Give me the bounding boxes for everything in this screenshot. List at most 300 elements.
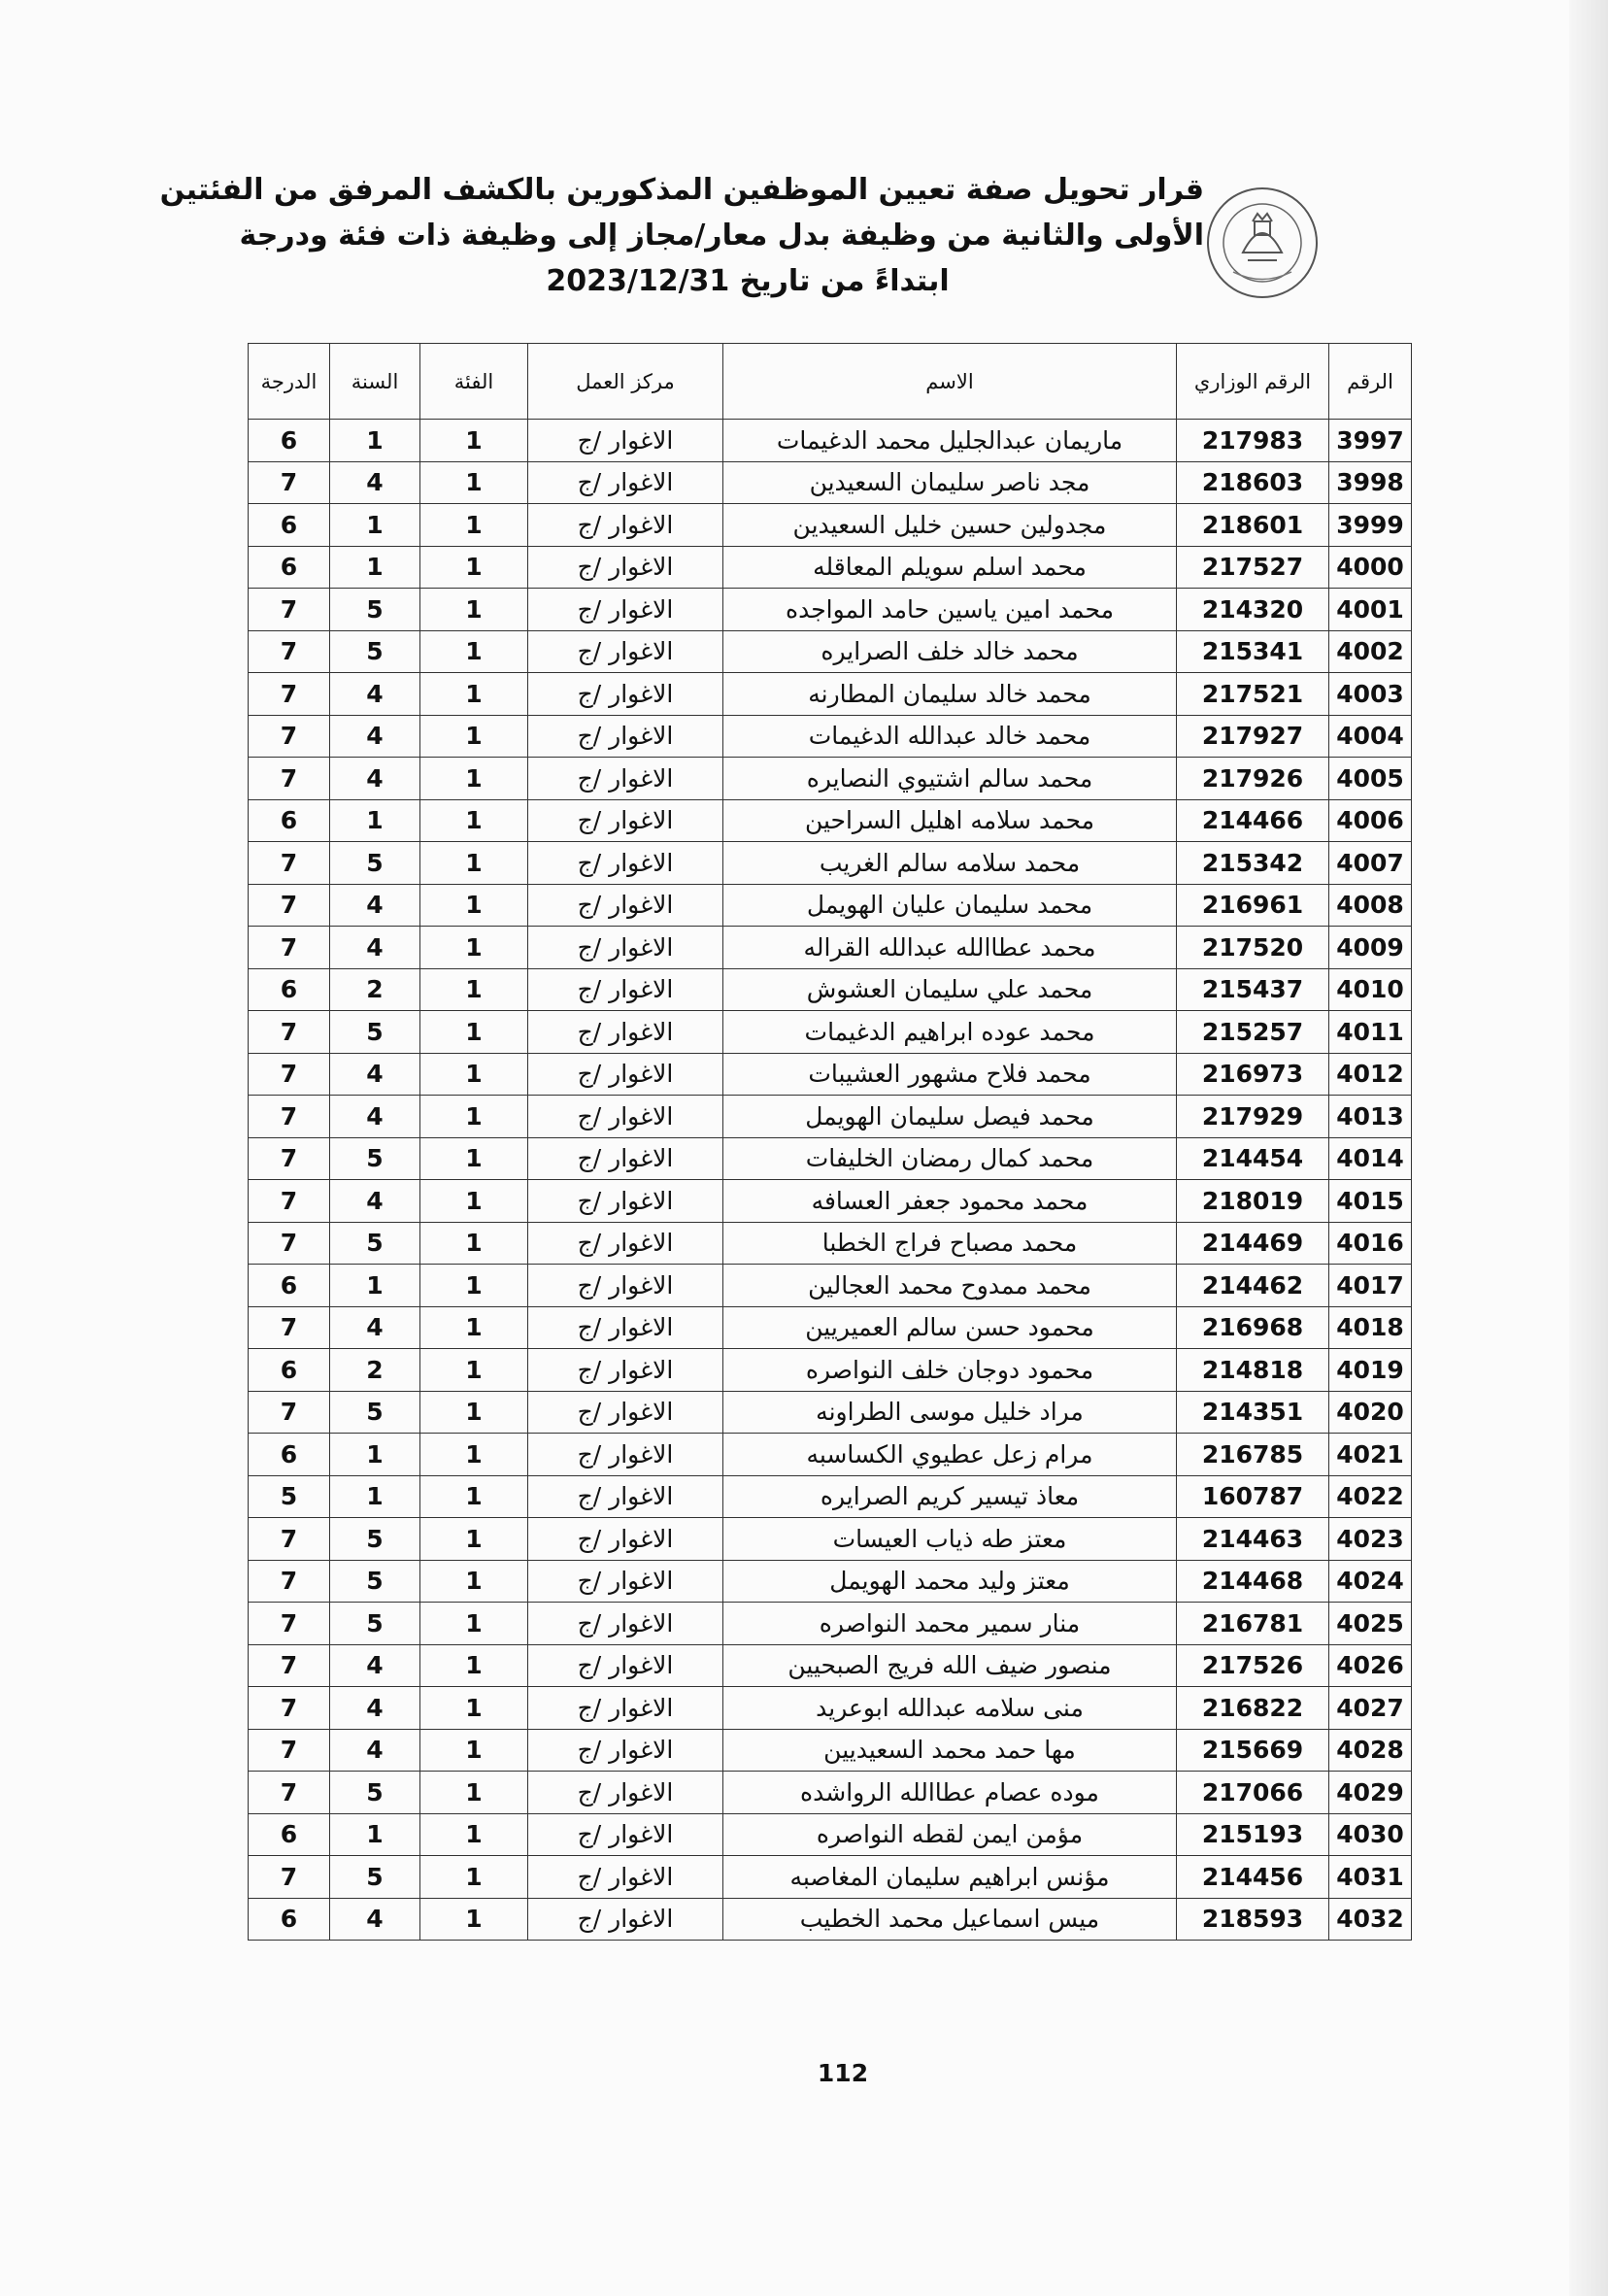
employee-name-cell: معتز وليد محمد الهويمل: [723, 1560, 1177, 1603]
employee-name-cell: منصور ضيف الله فريج الصبحيين: [723, 1644, 1177, 1687]
year-cell: 4: [330, 1687, 420, 1730]
employee-name-cell: محمود حسن سالم العميريين: [723, 1306, 1177, 1349]
employee-name-cell: مؤنس ابراهيم سليمان المغاصبه: [723, 1856, 1177, 1899]
year-cell: 4: [330, 1053, 420, 1096]
row-number-cell: 4028: [1329, 1729, 1412, 1772]
ministry-number-cell: 217983: [1177, 420, 1329, 462]
row-number-cell: 4032: [1329, 1898, 1412, 1941]
year-cell: 4: [330, 1306, 420, 1349]
grade-cell: 5: [249, 1475, 330, 1518]
table-row: [249, 420, 1412, 462]
grade-cell: 7: [249, 1137, 330, 1180]
category-cell: 1: [420, 1349, 528, 1392]
work-center-cell: الاغوار /ج: [528, 715, 723, 758]
row-number-cell: 4030: [1329, 1813, 1412, 1856]
work-center-cell: الاغوار /ج: [528, 673, 723, 716]
ministry-number-cell: 215257: [1177, 1011, 1329, 1054]
year-cell: 4: [330, 673, 420, 716]
category-cell: 1: [420, 1180, 528, 1223]
employee-name-cell: ميس اسماعيل محمد الخطيب: [723, 1898, 1177, 1941]
category-cell: 1: [420, 420, 528, 462]
category-cell: 1: [420, 842, 528, 885]
ministry-number-cell: 216961: [1177, 884, 1329, 927]
employee-name-cell: محمد امين ياسين حامد المواجده: [723, 589, 1177, 631]
work-center-cell: الاغوار /ج: [528, 1222, 723, 1265]
category-cell: 1: [420, 1687, 528, 1730]
table-row: [249, 715, 1412, 758]
grade-cell: 6: [249, 504, 330, 547]
employee-name-cell: مجدولين حسين خليل السعيدين: [723, 504, 1177, 547]
grade-cell: 6: [249, 1434, 330, 1476]
ministry-number-cell: 214468: [1177, 1560, 1329, 1603]
work-center-cell: الاغوار /ج: [528, 546, 723, 589]
grade-cell: 7: [249, 1011, 330, 1054]
table-row: [249, 1349, 1412, 1392]
row-number-cell: 4027: [1329, 1687, 1412, 1730]
year-cell: 4: [330, 1644, 420, 1687]
category-cell: 1: [420, 1560, 528, 1603]
row-number-cell: 4012: [1329, 1053, 1412, 1096]
ministry-number-cell: 216968: [1177, 1306, 1329, 1349]
grade-cell: 7: [249, 1180, 330, 1223]
work-center-cell: الاغوار /ج: [528, 1687, 723, 1730]
ministry-number-cell: 218593: [1177, 1898, 1329, 1941]
table-row: [249, 1306, 1412, 1349]
page-number: 112: [817, 2059, 869, 2087]
ministry-number-cell: 215341: [1177, 630, 1329, 673]
employee-name-cell: محمد خالد سليمان المطارنه: [723, 673, 1177, 716]
employee-name-cell: مرام زعل عطيوي الكساسبه: [723, 1434, 1177, 1476]
employee-name-cell: محمد سليمان عليان الهويمل: [723, 884, 1177, 927]
ministry-number-cell: 215669: [1177, 1729, 1329, 1772]
table-header-row: [249, 344, 1412, 420]
category-cell: 1: [420, 1729, 528, 1772]
table-row: [249, 1856, 1412, 1899]
table-row: [249, 1222, 1412, 1265]
work-center-cell: الاغوار /ج: [528, 504, 723, 547]
ministry-number-cell: 160787: [1177, 1475, 1329, 1518]
category-cell: 1: [420, 504, 528, 547]
table-row: [249, 1687, 1412, 1730]
work-center-cell: الاغوار /ج: [528, 1053, 723, 1096]
employee-name-cell: محمد مصباح فراج الخطبا: [723, 1222, 1177, 1265]
work-center-cell: الاغوار /ج: [528, 968, 723, 1011]
row-number-cell: 4020: [1329, 1391, 1412, 1434]
ministry-number-cell: 217926: [1177, 758, 1329, 800]
year-cell: 2: [330, 1349, 420, 1392]
row-number-cell: 4005: [1329, 758, 1412, 800]
grade-cell: 7: [249, 673, 330, 716]
grade-cell: 6: [249, 968, 330, 1011]
grade-cell: 7: [249, 1687, 330, 1730]
ministry-number-cell: 214463: [1177, 1518, 1329, 1561]
employee-name-cell: محمد سلامه سالم الغريب: [723, 842, 1177, 885]
employee-name-cell: منار سمير محمد النواصره: [723, 1603, 1177, 1645]
category-cell: 1: [420, 1096, 528, 1138]
grade-cell: 6: [249, 1349, 330, 1392]
ministry-number-cell: 216781: [1177, 1603, 1329, 1645]
grade-cell: 7: [249, 1603, 330, 1645]
table-row: [249, 1813, 1412, 1856]
employee-name-cell: محمد كمال رمضان الخليفات: [723, 1137, 1177, 1180]
grade-cell: 6: [249, 420, 330, 462]
work-center-cell: الاغوار /ج: [528, 1137, 723, 1180]
year-cell: 4: [330, 1180, 420, 1223]
ministry-number-cell: 217066: [1177, 1772, 1329, 1814]
employee-name-cell: محمد علي سليمان العشوش: [723, 968, 1177, 1011]
category-cell: 1: [420, 1306, 528, 1349]
work-center-cell: الاغوار /ج: [528, 842, 723, 885]
ministry-number-cell: 216822: [1177, 1687, 1329, 1730]
grade-cell: 7: [249, 1644, 330, 1687]
table-row: [249, 589, 1412, 631]
employee-name-cell: مؤمن ايمن لقطه النواصره: [723, 1813, 1177, 1856]
category-cell: 1: [420, 1265, 528, 1307]
grade-cell: 7: [249, 630, 330, 673]
ministry-number-cell: 218603: [1177, 461, 1329, 504]
year-cell: 5: [330, 1137, 420, 1180]
ministry-number-cell: 214454: [1177, 1137, 1329, 1180]
grade-cell: 7: [249, 1518, 330, 1561]
work-center-cell: الاغوار /ج: [528, 1813, 723, 1856]
year-cell: 5: [330, 1772, 420, 1814]
row-number-cell: 4013: [1329, 1096, 1412, 1138]
ministry-number-cell: 214818: [1177, 1349, 1329, 1392]
category-cell: 1: [420, 1222, 528, 1265]
year-cell: 4: [330, 758, 420, 800]
column-header: الاسم: [723, 344, 1177, 420]
table-row: [249, 504, 1412, 547]
category-cell: 1: [420, 630, 528, 673]
employee-name-cell: منى سلامه عبدالله ابوعريد: [723, 1687, 1177, 1730]
work-center-cell: الاغوار /ج: [528, 799, 723, 842]
year-cell: 4: [330, 1096, 420, 1138]
row-number-cell: 4031: [1329, 1856, 1412, 1899]
grade-cell: 7: [249, 1306, 330, 1349]
year-cell: 4: [330, 927, 420, 969]
column-header: الفئة: [420, 344, 528, 420]
title-line-2: الأولى والثانية من وظيفة بدل معار/مجاز إلى وظيفة ذات فئة ودرجة: [239, 219, 1204, 253]
employee-name-cell: معتز طه ذياب العيسات: [723, 1518, 1177, 1561]
year-cell: 5: [330, 1011, 420, 1054]
table-row: [249, 1053, 1412, 1096]
table-row: [249, 1603, 1412, 1645]
category-cell: 1: [420, 1856, 528, 1899]
year-cell: 1: [330, 1813, 420, 1856]
employee-name-cell: محمد خالد عبدالله الدغيمات: [723, 715, 1177, 758]
category-cell: 1: [420, 546, 528, 589]
work-center-cell: الاغوار /ج: [528, 1729, 723, 1772]
work-center-cell: الاغوار /ج: [528, 1306, 723, 1349]
ministry-number-cell: 217521: [1177, 673, 1329, 716]
category-cell: 1: [420, 589, 528, 631]
year-cell: 4: [330, 1729, 420, 1772]
category-cell: 1: [420, 1053, 528, 1096]
table-row: [249, 1096, 1412, 1138]
work-center-cell: الاغوار /ج: [528, 420, 723, 462]
employee-name-cell: محمد فيصل سليمان الهويمل: [723, 1096, 1177, 1138]
grade-cell: 6: [249, 1898, 330, 1941]
year-cell: 5: [330, 1222, 420, 1265]
work-center-cell: الاغوار /ج: [528, 884, 723, 927]
ministry-number-cell: 214320: [1177, 589, 1329, 631]
grade-cell: 6: [249, 1265, 330, 1307]
row-number-cell: 4001: [1329, 589, 1412, 631]
year-cell: 4: [330, 884, 420, 927]
employee-name-cell: مجد ناصر سليمان السعيدين: [723, 461, 1177, 504]
ministry-number-cell: 214351: [1177, 1391, 1329, 1434]
table-row: [249, 546, 1412, 589]
work-center-cell: الاغوار /ج: [528, 927, 723, 969]
column-header: الدرجة: [249, 344, 330, 420]
category-cell: 1: [420, 1603, 528, 1645]
ministry-number-cell: 214469: [1177, 1222, 1329, 1265]
grade-cell: 7: [249, 758, 330, 800]
table-row: [249, 884, 1412, 927]
column-header: الرقم الوزاري: [1177, 344, 1329, 420]
table-row: [249, 799, 1412, 842]
document-title: [159, 167, 1204, 304]
category-cell: 1: [420, 1898, 528, 1941]
category-cell: 1: [420, 1011, 528, 1054]
table-row: [249, 927, 1412, 969]
year-cell: 1: [330, 504, 420, 547]
category-cell: 1: [420, 1518, 528, 1561]
ministry-number-cell: 214456: [1177, 1856, 1329, 1899]
row-number-cell: 4006: [1329, 799, 1412, 842]
grade-cell: 7: [249, 715, 330, 758]
row-number-cell: 4029: [1329, 1772, 1412, 1814]
category-cell: 1: [420, 799, 528, 842]
category-cell: 1: [420, 673, 528, 716]
table-row: [249, 1180, 1412, 1223]
work-center-cell: الاغوار /ج: [528, 1518, 723, 1561]
row-number-cell: 4007: [1329, 842, 1412, 885]
row-number-cell: 4024: [1329, 1560, 1412, 1603]
work-center-cell: الاغوار /ج: [528, 1772, 723, 1814]
table-row: [249, 1518, 1412, 1561]
row-number-cell: 4004: [1329, 715, 1412, 758]
year-cell: 1: [330, 1434, 420, 1476]
ministry-number-cell: 217929: [1177, 1096, 1329, 1138]
work-center-cell: الاغوار /ج: [528, 1434, 723, 1476]
table-row: [249, 1475, 1412, 1518]
column-header: السنة: [330, 344, 420, 420]
row-number-cell: 4014: [1329, 1137, 1412, 1180]
employee-name-cell: محمد اسلم سويلم المعاقله: [723, 546, 1177, 589]
year-cell: 4: [330, 461, 420, 504]
category-cell: 1: [420, 1772, 528, 1814]
year-cell: 5: [330, 1391, 420, 1434]
category-cell: 1: [420, 968, 528, 1011]
grade-cell: 7: [249, 1560, 330, 1603]
year-cell: 5: [330, 1518, 420, 1561]
year-cell: 2: [330, 968, 420, 1011]
grade-cell: 7: [249, 927, 330, 969]
category-cell: 1: [420, 758, 528, 800]
row-number-cell: 4011: [1329, 1011, 1412, 1054]
table-row: [249, 968, 1412, 1011]
category-cell: 1: [420, 461, 528, 504]
ministry-number-cell: 214462: [1177, 1265, 1329, 1307]
row-number-cell: 3998: [1329, 461, 1412, 504]
work-center-cell: الاغوار /ج: [528, 1011, 723, 1054]
grade-cell: 6: [249, 1813, 330, 1856]
column-header: الرقم: [1329, 344, 1412, 420]
ministry-emblem-icon: [1204, 185, 1321, 301]
row-number-cell: 4016: [1329, 1222, 1412, 1265]
employee-name-cell: محمد فلاح مشهور العشيبات: [723, 1053, 1177, 1096]
work-center-cell: الاغوار /ج: [528, 1856, 723, 1899]
category-cell: 1: [420, 1391, 528, 1434]
year-cell: 4: [330, 1898, 420, 1941]
employee-name-cell: محمد سالم اشتيوي النصايره: [723, 758, 1177, 800]
column-header: مركز العمل: [528, 344, 723, 420]
employee-name-cell: ماريمان عبدالجليل محمد الدغيمات: [723, 420, 1177, 462]
work-center-cell: الاغوار /ج: [528, 1898, 723, 1941]
employee-name-cell: محمد محمود جعفر العسافه: [723, 1180, 1177, 1223]
grade-cell: 7: [249, 1856, 330, 1899]
work-center-cell: الاغوار /ج: [528, 1560, 723, 1603]
year-cell: 5: [330, 589, 420, 631]
year-cell: 4: [330, 715, 420, 758]
row-number-cell: 4018: [1329, 1306, 1412, 1349]
row-number-cell: 4009: [1329, 927, 1412, 969]
year-cell: 1: [330, 546, 420, 589]
category-cell: 1: [420, 1475, 528, 1518]
table-row: [249, 1644, 1412, 1687]
employee-name-cell: محمد عطاالله عبدالله القراله: [723, 927, 1177, 969]
row-number-cell: 3997: [1329, 420, 1412, 462]
grade-cell: 7: [249, 884, 330, 927]
grade-cell: 6: [249, 799, 330, 842]
year-cell: 1: [330, 1265, 420, 1307]
page-edge-shadow: [1569, 0, 1608, 2296]
ministry-number-cell: 217527: [1177, 546, 1329, 589]
ministry-number-cell: 215437: [1177, 968, 1329, 1011]
table-row: [249, 1011, 1412, 1054]
grade-cell: 7: [249, 1729, 330, 1772]
grade-cell: 7: [249, 1222, 330, 1265]
year-cell: 5: [330, 1560, 420, 1603]
row-number-cell: 4021: [1329, 1434, 1412, 1476]
year-cell: 5: [330, 842, 420, 885]
row-number-cell: 4023: [1329, 1518, 1412, 1561]
grade-cell: 7: [249, 589, 330, 631]
employee-name-cell: موده عصام عطاالله الرواشده: [723, 1772, 1177, 1814]
row-number-cell: 4019: [1329, 1349, 1412, 1392]
table-row: [249, 461, 1412, 504]
year-cell: 5: [330, 1856, 420, 1899]
employee-name-cell: محمود دوجان خلف النواصره: [723, 1349, 1177, 1392]
table-row: [249, 1391, 1412, 1434]
work-center-cell: الاغوار /ج: [528, 1349, 723, 1392]
row-number-cell: 4003: [1329, 673, 1412, 716]
grade-cell: 7: [249, 842, 330, 885]
grade-cell: 7: [249, 1391, 330, 1434]
title-line-1: قرار تحويل صفة تعيين الموظفين المذكورين بالكشف المرفق من الفئتين: [159, 173, 1204, 207]
row-number-cell: 4015: [1329, 1180, 1412, 1223]
year-cell: 5: [330, 1603, 420, 1645]
grade-cell: 7: [249, 1096, 330, 1138]
table-row: [249, 842, 1412, 885]
grade-cell: 7: [249, 1053, 330, 1096]
employees-table: [248, 343, 1412, 1941]
ministry-number-cell: 215193: [1177, 1813, 1329, 1856]
employee-name-cell: محمد عوده ابراهيم الدغيمات: [723, 1011, 1177, 1054]
grade-cell: 6: [249, 546, 330, 589]
row-number-cell: 4025: [1329, 1603, 1412, 1645]
category-cell: 1: [420, 1644, 528, 1687]
title-line-3: ابتداءً من تاريخ 2023/12/31: [546, 264, 950, 298]
ministry-number-cell: 218601: [1177, 504, 1329, 547]
table-row: [249, 1560, 1412, 1603]
row-number-cell: 4017: [1329, 1265, 1412, 1307]
ministry-number-cell: 218019: [1177, 1180, 1329, 1223]
work-center-cell: الاغوار /ج: [528, 461, 723, 504]
table-row: [249, 1137, 1412, 1180]
ministry-number-cell: 214466: [1177, 799, 1329, 842]
grade-cell: 7: [249, 461, 330, 504]
table-row: [249, 758, 1412, 800]
row-number-cell: 4008: [1329, 884, 1412, 927]
ministry-number-cell: 217526: [1177, 1644, 1329, 1687]
year-cell: 5: [330, 630, 420, 673]
work-center-cell: الاغوار /ج: [528, 1644, 723, 1687]
table-row: [249, 1265, 1412, 1307]
employee-name-cell: محمد خالد خلف الصرايره: [723, 630, 1177, 673]
row-number-cell: 4022: [1329, 1475, 1412, 1518]
row-number-cell: 4000: [1329, 546, 1412, 589]
ministry-number-cell: 217520: [1177, 927, 1329, 969]
category-cell: 1: [420, 1813, 528, 1856]
work-center-cell: الاغوار /ج: [528, 1180, 723, 1223]
table-row: [249, 630, 1412, 673]
employee-name-cell: محمد سلامه اهليل السراحين: [723, 799, 1177, 842]
ministry-number-cell: 216785: [1177, 1434, 1329, 1476]
table-row: [249, 1434, 1412, 1476]
category-cell: 1: [420, 927, 528, 969]
category-cell: 1: [420, 1434, 528, 1476]
table-row: [249, 1729, 1412, 1772]
table-row: [249, 1772, 1412, 1814]
work-center-cell: الاغوار /ج: [528, 1603, 723, 1645]
row-number-cell: 3999: [1329, 504, 1412, 547]
grade-cell: 7: [249, 1772, 330, 1814]
work-center-cell: الاغوار /ج: [528, 1265, 723, 1307]
ministry-number-cell: 217927: [1177, 715, 1329, 758]
employee-name-cell: مها حمد محمد السعيديين: [723, 1729, 1177, 1772]
ministry-number-cell: 216973: [1177, 1053, 1329, 1096]
work-center-cell: الاغوار /ج: [528, 630, 723, 673]
employee-name-cell: مراد خليل موسى الطراونه: [723, 1391, 1177, 1434]
work-center-cell: الاغوار /ج: [528, 758, 723, 800]
year-cell: 1: [330, 420, 420, 462]
year-cell: 1: [330, 799, 420, 842]
work-center-cell: الاغوار /ج: [528, 589, 723, 631]
ministry-number-cell: 215342: [1177, 842, 1329, 885]
work-center-cell: الاغوار /ج: [528, 1391, 723, 1434]
work-center-cell: الاغوار /ج: [528, 1096, 723, 1138]
work-center-cell: الاغوار /ج: [528, 1475, 723, 1518]
category-cell: 1: [420, 884, 528, 927]
row-number-cell: 4002: [1329, 630, 1412, 673]
employee-name-cell: معاذ تيسير كريم الصرايره: [723, 1475, 1177, 1518]
row-number-cell: 4010: [1329, 968, 1412, 1011]
category-cell: 1: [420, 715, 528, 758]
table-row: [249, 1898, 1412, 1941]
row-number-cell: 4026: [1329, 1644, 1412, 1687]
